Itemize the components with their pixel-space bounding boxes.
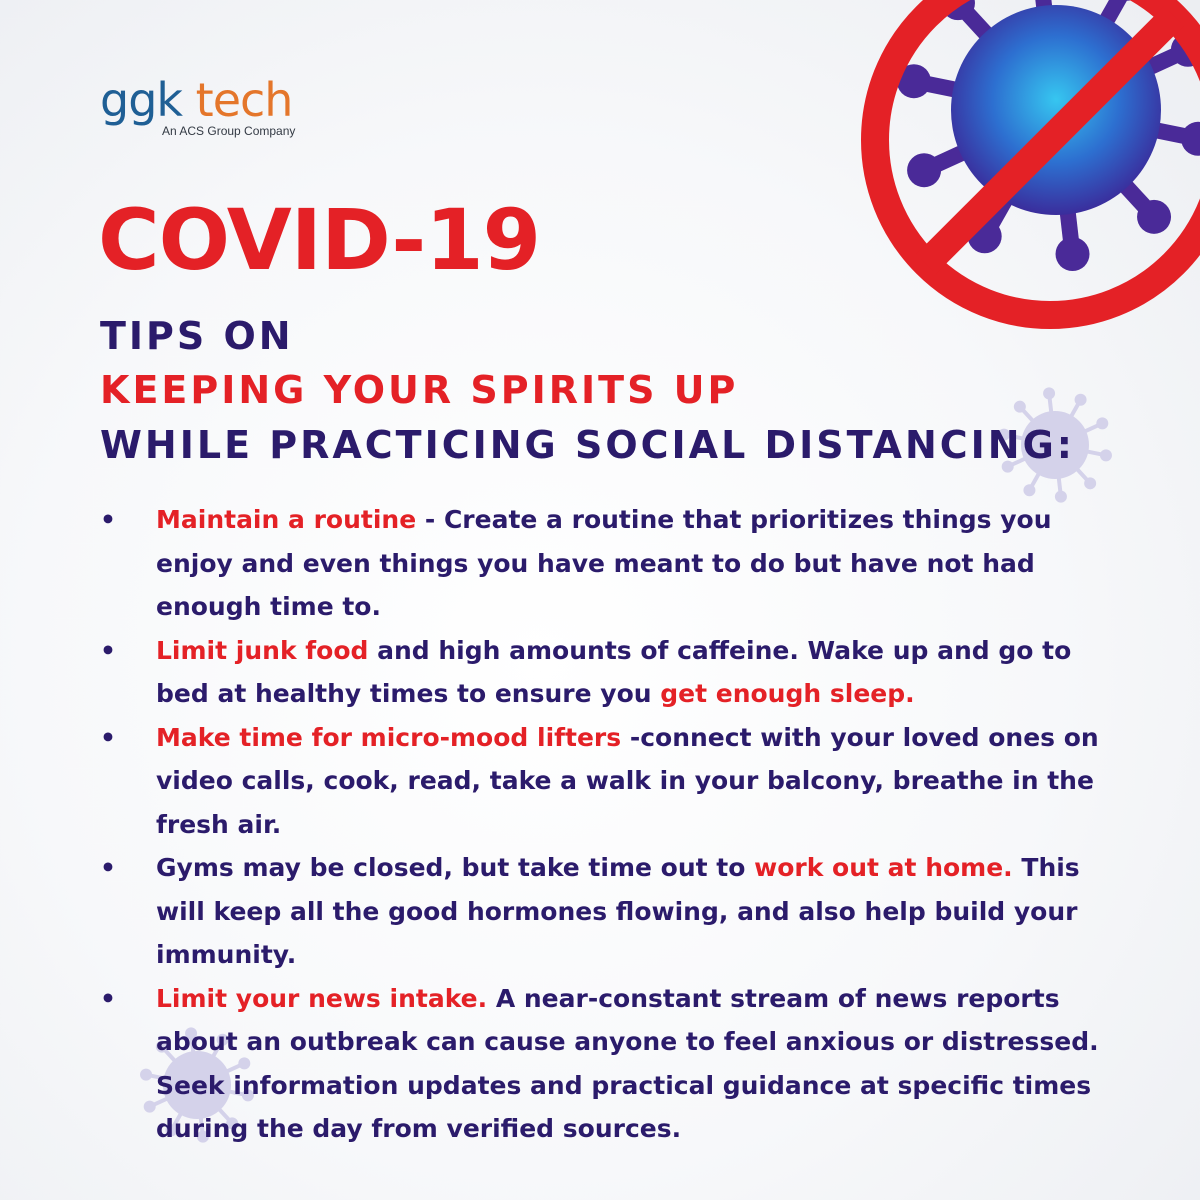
virus-body <box>951 5 1161 215</box>
no-virus-sign-graphic <box>860 0 1200 330</box>
tip-text: A near-constant stream of news reports about an outbreak can cause anyone to feel anxious or distressed. Seek information updates and practical guidance at specific times during the day from verified sources. <box>156 983 1099 1143</box>
virus-spike-knob <box>1056 237 1090 271</box>
no-virus-sign-icon <box>860 0 1200 335</box>
virus-spike-knob <box>1084 477 1096 489</box>
brand-name-part2: tech <box>195 73 293 127</box>
tip-highlight: get enough sleep. <box>660 679 915 708</box>
tip-text: -connect with your loved ones on video calls, cook, read, take a walk in your balcony, breathe in the fresh air. <box>156 722 1099 839</box>
tip-highlight: work out at home. <box>754 853 1013 882</box>
tip-highlight: Maintain a routine <box>156 505 417 534</box>
brand-name-part1: ggk <box>100 73 183 127</box>
bullet-icon: • <box>100 505 116 534</box>
virus-spike-knob <box>1014 401 1026 413</box>
brand-tagline: An ACS Group Company <box>162 124 296 138</box>
virus-spike <box>1106 0 1128 22</box>
tip-text: Gyms may be closed, but take time out to <box>156 853 755 882</box>
virus-spike-knob <box>1096 417 1108 429</box>
tip-item <box>96 977 1116 1151</box>
virus-spike-knob <box>1075 394 1087 406</box>
virus-spike-knob <box>1100 449 1112 461</box>
virus-spike-knob <box>907 153 941 187</box>
page-title: COVID-19 <box>98 191 541 289</box>
brand-logo <box>100 73 296 138</box>
tip-highlight: Limit junk food <box>156 635 369 665</box>
tip-text: - Create a routine that prioritizes things you enjoy and even things you have meant to do but have not had enough time to. <box>156 505 1052 621</box>
virus-spike-knob <box>1023 484 1035 496</box>
bullet-icon: • <box>100 635 116 665</box>
bullet-icon: • <box>100 722 116 752</box>
tip-item <box>96 498 1116 629</box>
virus-spike-knob <box>1043 387 1055 399</box>
virus-spike-knob <box>1181 122 1200 156</box>
tip-highlight: Limit your news intake. <box>156 983 488 1013</box>
tip-item <box>96 629 1116 716</box>
subheading-line-2: KEEPING YOUR SPIRITS UP <box>100 368 739 412</box>
virus-spike-knob <box>1137 200 1171 234</box>
bullet-icon: • <box>100 983 116 1013</box>
tip-highlight: Make time for micro-mood lifters <box>156 722 622 752</box>
tip-text: This will keep all the good hormones flowing, and also help build your immunity. <box>156 853 1080 969</box>
subheading-line-3: WHILE PRACTICING SOCIAL DISTANCING: <box>100 423 1075 467</box>
tip-item <box>96 716 1116 847</box>
tip-text: and high amounts of caffeine. Wake up and go to bed at healthy times to ensure you <box>156 635 1072 708</box>
subheading-line-1: TIPS ON <box>100 314 294 358</box>
tip-item <box>96 846 1116 977</box>
brand-name <box>100 74 292 126</box>
bullet-icon: • <box>100 853 116 882</box>
tips-list <box>96 498 1116 1151</box>
